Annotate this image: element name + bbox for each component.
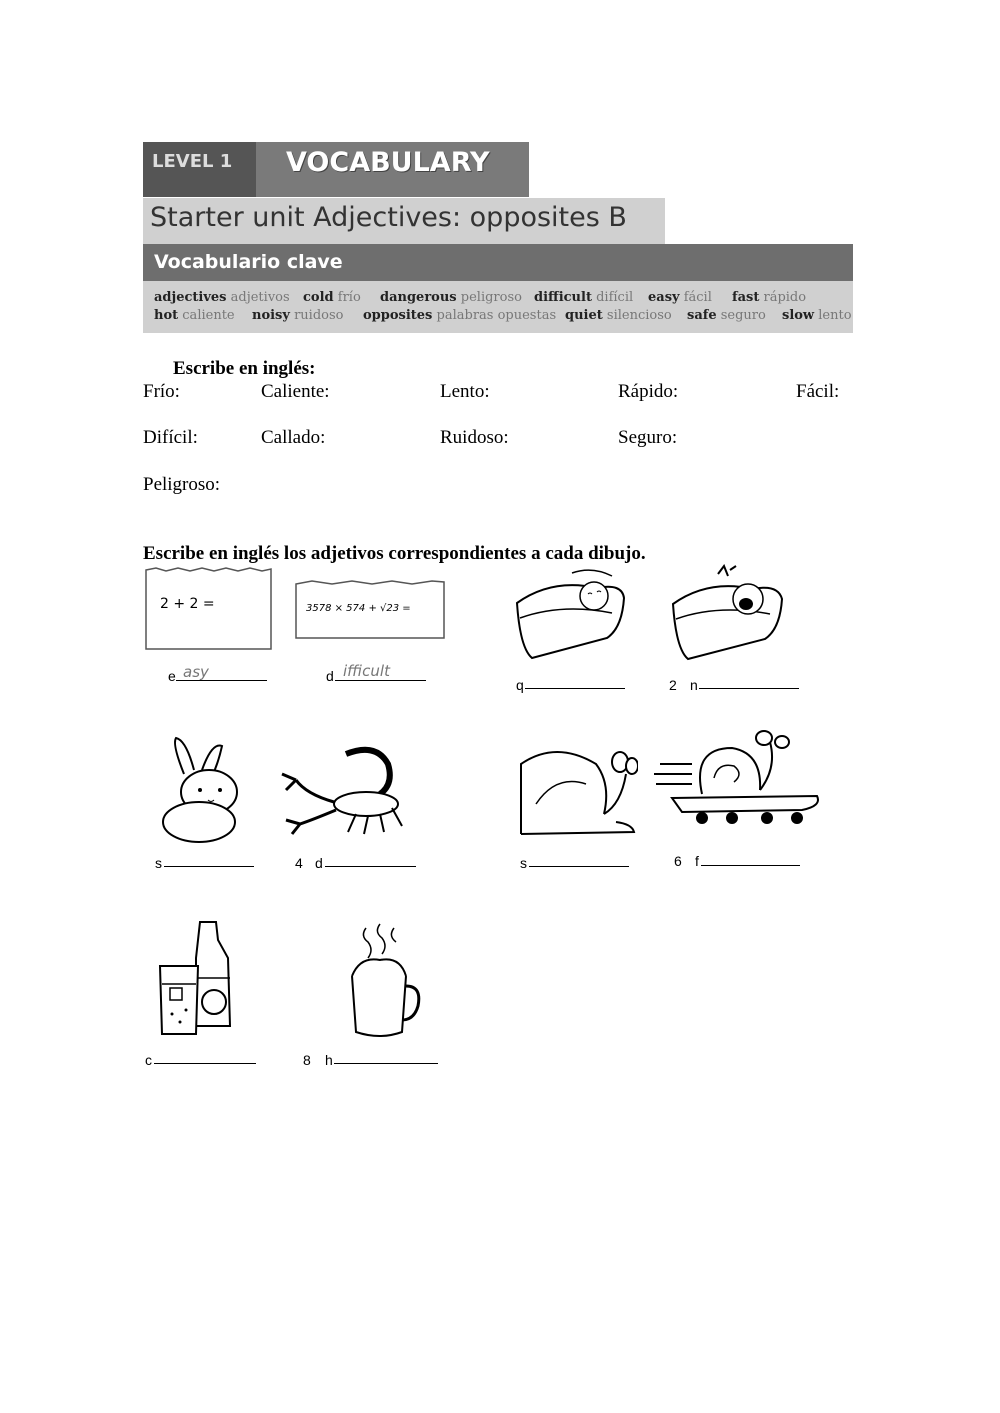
vocab-item: noisy ruidoso xyxy=(252,308,344,323)
difficult-math-card xyxy=(292,578,446,640)
answer-line[interactable] xyxy=(701,865,800,866)
prompt-label: Peligroso: xyxy=(143,474,221,495)
vocab-item: adjectives adjetivos xyxy=(154,290,290,305)
vocab-item: fast rápido xyxy=(732,290,807,305)
prompt-label: Fácil: xyxy=(796,381,840,402)
vocab-item: easy fácil xyxy=(648,290,712,305)
scorpion-picture xyxy=(276,744,416,840)
answer-line[interactable] xyxy=(525,688,625,689)
answer-number: 8 xyxy=(303,1052,311,1068)
key-vocab-title: Vocabulario clave xyxy=(143,244,853,281)
answer-line[interactable] xyxy=(325,866,416,867)
answer-line[interactable] xyxy=(334,1063,438,1064)
answer-line[interactable] xyxy=(699,688,799,689)
answer-letter: q xyxy=(516,677,524,693)
exercise2-title: Escribe en inglés los adjetivos correspondientes a cada dibujo. xyxy=(143,543,646,564)
answer-letter: c xyxy=(145,1052,152,1068)
answer-letter: h xyxy=(325,1052,333,1068)
answer-number: 4 xyxy=(295,855,303,871)
answer-number: 2 xyxy=(669,677,677,693)
answer-letter: s xyxy=(520,855,527,871)
prompt-label: Rápido: xyxy=(618,381,679,402)
handwritten-answer: ifficult xyxy=(343,662,390,680)
answer-number: 6 xyxy=(674,853,682,869)
easy-math-card xyxy=(144,566,274,652)
vocab-item: dangerous peligroso xyxy=(380,290,522,305)
vocab-item: hot caliente xyxy=(154,308,235,323)
quiet-baby-picture xyxy=(512,568,632,662)
prompt-label: Difícil: xyxy=(143,427,198,448)
prompt-label: Callado: xyxy=(261,427,326,448)
vocab-item: cold frío xyxy=(303,290,361,305)
slow-snail-picture xyxy=(516,744,638,840)
answer-line[interactable] xyxy=(335,680,426,681)
answer-letter: f xyxy=(695,853,699,869)
prompt-label: Lento: xyxy=(440,381,490,402)
vocab-item: slow lento xyxy=(782,308,852,323)
exercise1-title: Escribe en inglés: xyxy=(173,358,316,379)
answer-line[interactable] xyxy=(154,1063,256,1064)
prompt-label: Seguro: xyxy=(618,427,678,448)
fast-snail-picture xyxy=(652,728,824,828)
math-easy-text: 2 + 2 = xyxy=(160,596,215,612)
answer-letter: e xyxy=(168,668,176,684)
hot-drink-picture xyxy=(340,920,422,1042)
unit-title: Starter unit Adjectives: opposites B xyxy=(143,198,665,244)
vocabulary-box xyxy=(143,281,853,333)
level-label: LEVEL 1 xyxy=(143,142,256,197)
cold-drinks-picture xyxy=(156,918,238,1040)
math-difficult-text: 3578 × 574 + √23 = xyxy=(306,603,411,614)
vocab-item: safe seguro xyxy=(687,308,766,323)
answer-letter: d xyxy=(315,855,323,871)
prompt-label: Frío: xyxy=(143,381,180,402)
answer-line[interactable] xyxy=(529,866,629,867)
rabbit-picture xyxy=(154,734,244,844)
vocab-item: difficult difícil xyxy=(534,290,634,305)
prompt-label: Ruidoso: xyxy=(440,427,509,448)
noisy-baby-picture xyxy=(668,564,790,662)
prompt-label: Caliente: xyxy=(261,381,330,402)
section-title: VOCABULARY xyxy=(256,142,529,197)
answer-letter: n xyxy=(690,677,698,693)
answer-letter: d xyxy=(326,668,334,684)
vocab-item: quiet silencioso xyxy=(565,308,672,323)
handwritten-answer: asy xyxy=(183,663,209,681)
answer-line[interactable] xyxy=(164,866,254,867)
answer-letter: s xyxy=(155,855,162,871)
vocab-item: opposites palabras opuestas xyxy=(363,308,557,323)
